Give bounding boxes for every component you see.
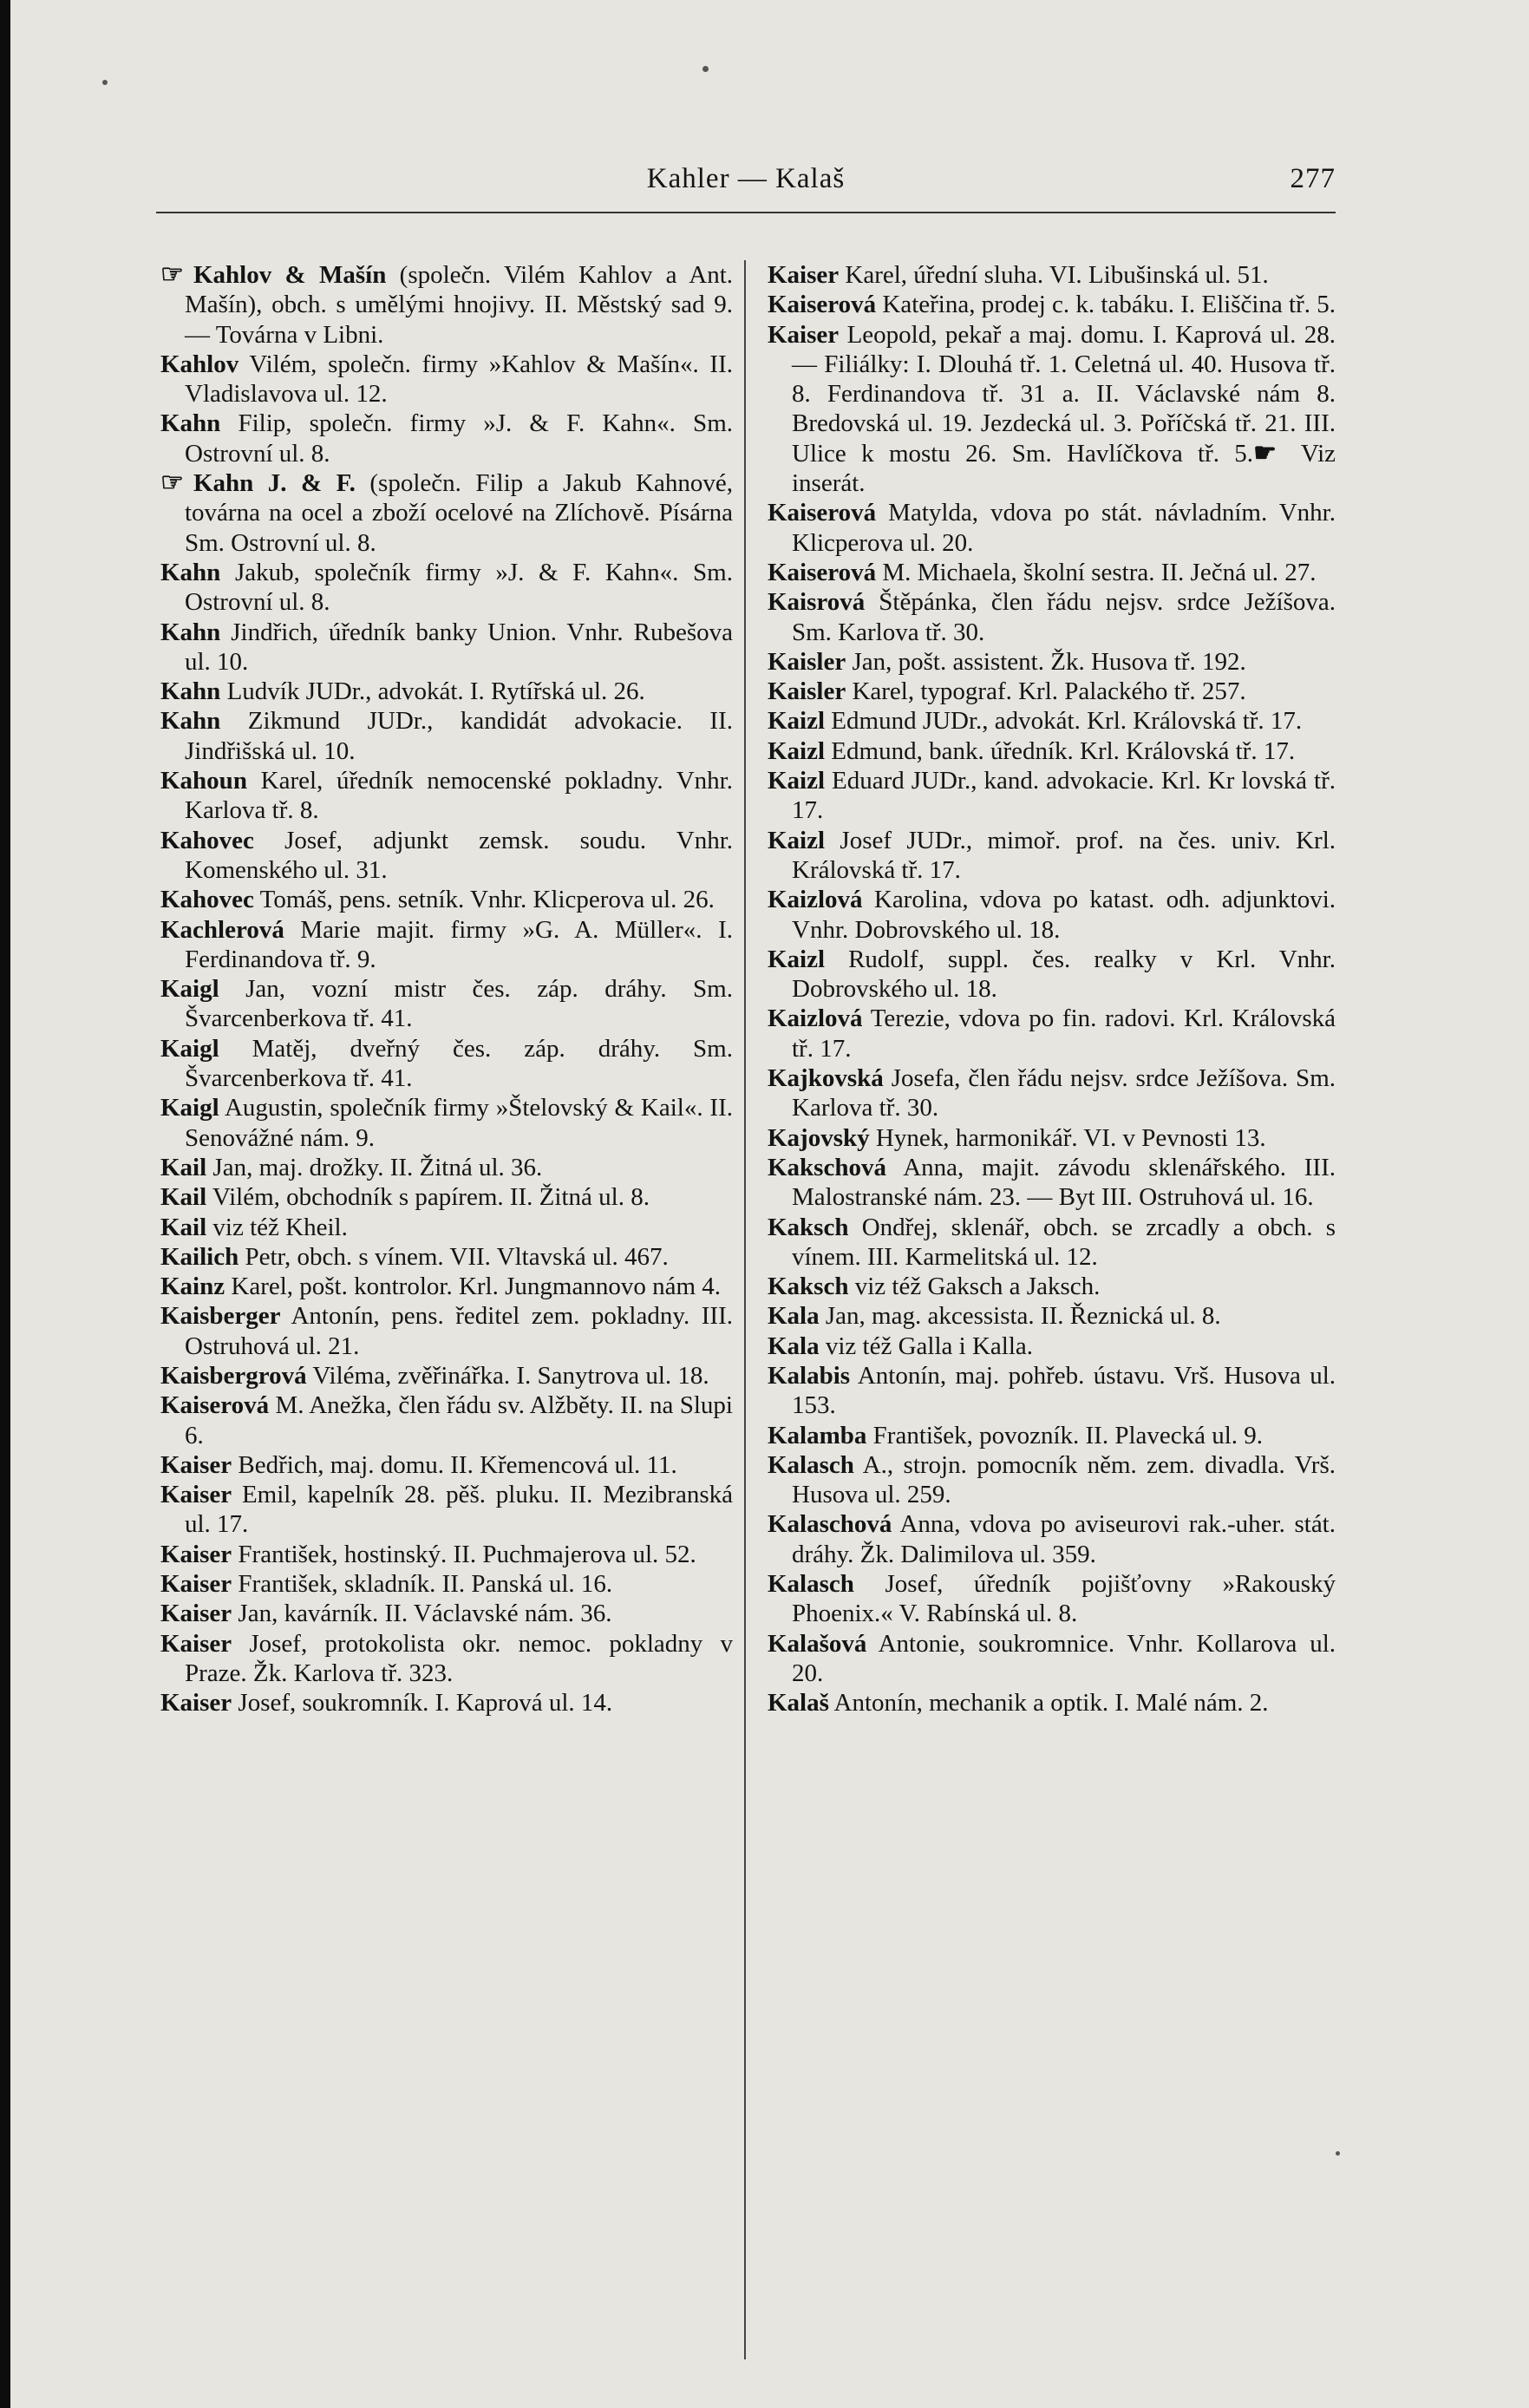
entry-surname: Kaizl (768, 707, 826, 736)
entry-surname: Kala (768, 1332, 820, 1360)
directory-entry (160, 1569, 733, 1599)
entry-details: Tomáš, pens. setník. Vnhr. Klicperova ul. 26. (253, 886, 715, 914)
entry-details: (společn. Filip a Jakub Kahnové, továrna na ocel a zboží ocelové na Zlíchově. Písárna Sm. Ostrovní ul. 8. (185, 469, 733, 557)
directory-entry (160, 1301, 733, 1361)
directory-entry (160, 1272, 733, 1301)
directory-entry (160, 915, 733, 975)
directory-entry (768, 1153, 1336, 1213)
directory-entry (160, 1213, 733, 1242)
scan-edge (0, 0, 10, 2408)
entry-details: Karel, úřední sluha. VI. Libušinská ul. 51. (839, 261, 1269, 289)
directory-entry (768, 498, 1336, 558)
directory-entry (160, 1242, 733, 1272)
directory-entry (768, 1123, 1336, 1153)
entry-details: Josef, protokolista okr. nemoc. pokladny v Praze. Žk. Karlova tř. 323. (185, 1629, 733, 1687)
entry-details: Josef JUDr., mimoř. prof. na čes. univ. Krl. Královská tř. 17. (792, 826, 1336, 884)
entry-details: Emil, kapelník 28. pěš. pluku. II. Mezibranská ul. 17. (185, 1481, 733, 1539)
directory-entry (768, 1213, 1336, 1273)
entry-surname: Kaiser (160, 1600, 232, 1628)
entry-surname: Kail (160, 1213, 207, 1241)
entry-surname: Kaiserová (768, 499, 877, 527)
entry-details: Antonín, mechanik a optik. I. Malé nám. 2. (828, 1689, 1269, 1718)
entry-surname: Kalamba (768, 1421, 867, 1449)
entry-details: Karel, typograf. Krl. Palackého tř. 257. (846, 677, 1246, 706)
entry-details: Josef, soukromník. I. Kaprová ul. 14. (232, 1689, 613, 1718)
entry-details: Rudolf, suppl. čes. realky v Krl. Vnhr. Dobrovského ul. 18. (792, 945, 1336, 1004)
directory-entry (160, 558, 733, 618)
directory-entry (160, 766, 733, 826)
directory-entry (768, 1421, 1336, 1450)
entry-details: Karolina, vdova po katast. odh. adjunktovi. Vnhr. Dobrovského ul. 18. (792, 886, 1336, 944)
entry-surname: Kaisler (768, 647, 846, 676)
directory-entry (768, 945, 1336, 1004)
entry-details: Karel, pošt. kontrolor. Krl. Jungmannovo nám 4. (225, 1273, 721, 1301)
entry-surname: Kahn (160, 558, 221, 586)
directory-entry (160, 1599, 733, 1628)
directory-entry (160, 1540, 733, 1569)
entry-surname: Kaiserová (160, 1391, 270, 1420)
directory-entry (160, 260, 733, 350)
entry-details: Anna, majit. závodu sklenářského. III. Malostranské nám. 23. — Byt III. Ostruhová ul. 16. (792, 1153, 1336, 1212)
pointing-hand-icon: ☞ (160, 468, 184, 498)
entry-details: Jan, mag. akcessista. II. Řeznická ul. 8. (819, 1302, 1221, 1331)
entry-details: Ludvík JUDr., advokát. I. Rytířská ul. 26. (220, 677, 645, 706)
entry-surname: Kahlov (160, 350, 239, 378)
entry-details: Edmund, bank. úředník. Krl. Královská tř. 17. (825, 736, 1296, 765)
directory-entry (768, 1509, 1336, 1569)
directory-entry (160, 1450, 733, 1480)
entry-surname: Kalaschová (768, 1510, 892, 1539)
directory-entry (160, 1688, 733, 1718)
entry-details: Jindřich, úředník banky Union. Vnhr. Rubešova ul. 10. (185, 618, 733, 676)
entry-surname: Kahlov & Mašín (193, 261, 387, 289)
entry-surname: Kala (768, 1302, 820, 1331)
directory-entry (768, 1629, 1336, 1689)
directory-entry (768, 647, 1336, 677)
entry-surname: Kaiser (160, 1629, 232, 1658)
entry-details: M. Anežka, člen řádu sv. Alžběty. II. na Slupi 6. (185, 1391, 733, 1449)
entry-details: (společn. Vilém Kahlov a Ant. Mašín), obch. s umělými hnojivy. II. Městský sad 9. — Továrna v Libni. (185, 261, 733, 349)
entry-details: Anna, vdova po aviseurovi rak.-uher. stát. dráhy. Žk. Dalimilova ul. 359. (792, 1510, 1336, 1568)
entry-surname: Kaisbergrová (160, 1361, 307, 1390)
entry-surname: Kaiser (160, 1689, 232, 1718)
entry-surname: Kaiser (160, 1540, 232, 1568)
directory-entry (768, 706, 1336, 736)
entry-surname: Kalasch (768, 1450, 854, 1479)
entry-surname: Kahoun (160, 767, 247, 795)
directory-entry (768, 1272, 1336, 1301)
directory-entry (768, 1569, 1336, 1629)
directory-entry (768, 1361, 1336, 1421)
entry-details: Jan, maj. drožky. II. Žitná ul. 36. (206, 1153, 543, 1181)
entry-surname: Kaiser (768, 320, 840, 349)
entry-details: Ondřej, sklenář, obch. se zrcadly a obch. s vínem. III. Karmelitská ul. 12. (792, 1213, 1336, 1271)
entry-surname: Kaiser (160, 1570, 232, 1599)
entry-details: Bedřich, maj. domu. II. Křemencová ul. 11. (232, 1450, 677, 1479)
entry-details: Leopold, pekař a maj. domu. I. Kaprová ul. 28. — Filiálky: I. Dlouhá tř. 1. Celetná ul. 40. Husova tř. 8. Ferdinandova tř. 31 a. II. Václavské nám 8. Bredovská ul. 19. Jezdecká ul. 3. Poříčská tř. 21. III. Ulice k mostu 26. Sm. Havlíčkova tř. 5. (792, 320, 1336, 468)
directory-entry (768, 1301, 1336, 1331)
pointing-hand-icon: ☛ (1253, 438, 1277, 468)
entry-details: Zikmund JUDr., kandidát advokacie. II. Jindřišská ul. 10. (185, 707, 733, 765)
entry-details: Vilém, společn. firmy »Kahlov & Mašín«. II. Vladislavova ul. 12. (185, 350, 733, 409)
entry-details: František, hostinský. II. Puchmajerova ul. 52. (232, 1540, 696, 1568)
entry-details: Vilém, obchodník s papírem. II. Žitná ul. 8. (206, 1183, 650, 1212)
entry-surname: Kalašová (768, 1629, 867, 1658)
right-column (768, 260, 1336, 1718)
entry-surname: Kaizl (768, 736, 826, 765)
entry-surname: Kaiser (160, 1481, 232, 1509)
directory-entry (160, 618, 733, 677)
directory-entry (160, 350, 733, 409)
directory-entry (768, 885, 1336, 945)
entry-surname: Kajovský (768, 1123, 870, 1152)
directory-entry (160, 826, 733, 886)
entry-surname: Kaksch (768, 1273, 849, 1301)
directory-entry (160, 885, 733, 914)
entry-details: Matylda, vdova po stát. návladním. Vnhr. Klicperova ul. 20. (792, 499, 1336, 557)
directory-entry (160, 1093, 733, 1153)
entry-details: František, povozník. II. Plavecká ul. 9. (866, 1421, 1264, 1449)
entry-details: Josefa, člen řádu nejsv. srdce Ježíšova. Sm. Karlova tř. 30. (792, 1064, 1336, 1122)
paper-speck (1336, 2151, 1340, 2156)
directory-entry (160, 677, 733, 706)
entry-details: Eduard JUDr., kand. advokacie. Krl. Kr lovská tř. 17. (792, 767, 1336, 825)
directory-entry (160, 1361, 733, 1390)
entry-surname: Kail (160, 1153, 207, 1181)
entry-surname: Kahn (160, 677, 221, 706)
entry-surname: Kaizl (768, 945, 826, 973)
entry-details: Josef, adjunkt zemsk. soudu. Vnhr. Komenského ul. 31. (185, 826, 733, 884)
entry-details: Matěj, dveřný čes. záp. dráhy. Sm. Švarcenberkova tř. 41. (185, 1034, 733, 1093)
directory-entry (768, 558, 1336, 587)
directory-entry (768, 766, 1336, 826)
entry-surname: Kailich (160, 1242, 239, 1271)
entry-details: Antonie, soukromnice. Vnhr. Kollarova ul. 20. (792, 1629, 1336, 1687)
directory-entry (160, 1390, 733, 1450)
entry-details: Jan, pošt. assistent. Žk. Husova tř. 192. (846, 647, 1246, 676)
entry-details: Antonín, maj. pohřeb. ústavu. Vrš. Husova ul. 153. (792, 1361, 1336, 1420)
entry-surname: Kaisrová (768, 588, 866, 617)
entry-details: viz též Gaksch a Jaksch. (848, 1273, 1101, 1301)
entry-surname: Kaizl (768, 767, 826, 795)
entry-surname: Kainz (160, 1273, 225, 1301)
entry-details: viz též Kheil. (206, 1213, 348, 1241)
entry-surname: Kalaš (768, 1689, 829, 1718)
entry-surname: Kaisler (768, 677, 846, 706)
directory-entry (768, 290, 1336, 319)
entry-details: František, skladník. II. Panská ul. 16. (232, 1570, 613, 1599)
entry-surname: Kaisberger (160, 1302, 281, 1331)
entry-details: Štěpánka, člen řádu nejsv. srdce Ježíšova. Sm. Karlova tř. 30. (792, 588, 1336, 646)
directory-entry (768, 736, 1336, 766)
entry-details: Terezie, vdova po fin. radovi. Krl. Královská tř. 17. (792, 1004, 1336, 1063)
entry-reference: Viz inserát. (792, 439, 1336, 498)
entry-surname: Kahovec (160, 886, 254, 914)
entry-surname: Kaigl (160, 1034, 219, 1063)
entry-details: Augustin, společník firmy »Štelovský & Kail«. II. Senovážné nám. 9. (185, 1094, 733, 1152)
entry-details: viz též Galla i Kalla. (819, 1332, 1034, 1360)
entry-surname: Kaiserová (768, 558, 877, 586)
entry-surname: Kahn (160, 409, 221, 438)
entry-surname: Kaigl (160, 1094, 219, 1122)
directory-entry (160, 1182, 733, 1212)
directory-entry (768, 260, 1336, 290)
directory-entry (768, 320, 1336, 499)
entry-surname: Kakschová (768, 1153, 886, 1181)
entry-details: Petr, obch. s vínem. VII. Vltavská ul. 467. (238, 1242, 669, 1271)
entry-surname: Kaksch (768, 1213, 849, 1241)
entry-details: A., strojn. pomocník něm. zem. divadla. Vrš. Husova ul. 259. (792, 1450, 1336, 1509)
directory-entry (768, 1332, 1336, 1361)
entry-details: M. Michaela, školní sestra. II. Ječná ul. 27. (876, 558, 1317, 586)
entry-surname: Kalabis (768, 1361, 851, 1390)
left-column (160, 260, 733, 1718)
entry-details: Viléma, zvěřinářka. I. Sanytrova ul. 18. (306, 1361, 709, 1390)
entry-details: Edmund JUDr., advokát. Krl. Královská tř. 17. (825, 707, 1303, 736)
entry-surname: Kaiserová (768, 291, 877, 319)
paper-speck (102, 80, 108, 85)
entry-surname: Kaiser (768, 261, 840, 289)
directory-entry (160, 468, 733, 558)
directory-entry (160, 1480, 733, 1540)
entry-surname: Kahovec (160, 826, 254, 854)
entry-details: Hynek, harmonikář. VI. v Pevnosti 13. (869, 1123, 1266, 1152)
header-rule (156, 212, 1336, 213)
entry-surname: Kachlerová (160, 915, 284, 944)
directory-entry (768, 826, 1336, 886)
directory-entry (160, 974, 733, 1034)
directory-entry (160, 706, 733, 766)
directory-entry (160, 1153, 733, 1182)
entry-details: Jan, kavárník. II. Václavské nám. 36. (232, 1600, 612, 1628)
entry-details: Josef, úředník pojišťovny »Rakouský Phoenix.« V. Rabínská ul. 8. (792, 1570, 1336, 1628)
entry-surname: Kaigl (160, 975, 219, 1004)
directory-entry (768, 677, 1336, 706)
directory-entry (160, 409, 733, 468)
entry-surname: Kaiser (160, 1450, 232, 1479)
entry-surname: Kahn J. & F. (193, 469, 356, 498)
entry-details: Jan, vozní mistr čes. záp. dráhy. Sm. Švarcenberkova tř. 41. (185, 975, 733, 1033)
entry-details: Marie majit. firmy »G. A. Müller«. I. Ferdinandova tř. 9. (185, 915, 733, 973)
running-title: Kahler — Kalaš (646, 163, 846, 194)
pointing-hand-icon: ☞ (160, 260, 184, 289)
directory-entry (160, 1629, 733, 1689)
directory-entry (768, 1063, 1336, 1123)
entry-surname: Kaizlová (768, 1004, 863, 1033)
directory-entry (768, 587, 1336, 647)
entry-surname: Kail (160, 1183, 207, 1212)
entry-surname: Kalasch (768, 1570, 854, 1599)
entry-surname: Kajkovská (768, 1064, 884, 1093)
directory-entry (160, 1034, 733, 1094)
directory-entry (768, 1688, 1336, 1718)
directory-entry (768, 1450, 1336, 1510)
entry-details: Antonín, pens. ředitel zem. pokladny. III. Ostruhová ul. 21. (185, 1302, 733, 1360)
entry-details: Filip, společn. firmy »J. & F. Kahn«. Sm. Ostrovní ul. 8. (185, 409, 733, 468)
entry-surname: Kahn (160, 707, 221, 736)
page-header (156, 163, 1336, 206)
directory-entry (768, 1004, 1336, 1063)
entry-surname: Kaizl (768, 826, 826, 854)
entry-details: Kateřina, prodej c. k. tabáku. I. Eliščina tř. 5. (876, 291, 1336, 319)
paper-speck (702, 66, 709, 72)
page-number: 277 (1290, 163, 1336, 194)
entry-surname: Kahn (160, 618, 221, 646)
entry-surname: Kaizlová (768, 886, 863, 914)
column-divider (744, 260, 746, 2359)
entry-details: Jakub, společník firmy »J. & F. Kahn«. Sm. Ostrovní ul. 8. (185, 558, 733, 617)
entry-details: Karel, úředník nemocenské pokladny. Vnhr. Karlova tř. 8. (185, 767, 733, 825)
